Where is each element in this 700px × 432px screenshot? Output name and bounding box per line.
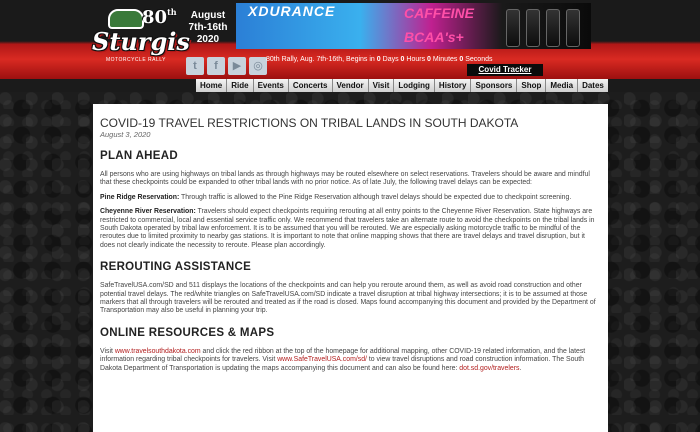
- sturgis-rally-logo[interactable]: [92, 5, 190, 75]
- article-title: COVID-19 TRAVEL RESTRICTIONS ON TRIBAL LANDS IN SOUTH DAKOTA: [100, 116, 519, 130]
- logo-subtitle: MOTORCYCLE RALLY: [105, 57, 167, 63]
- rerouting-paragraph: SafeTravelUSA.com/SD and 511 displays the locations of the checkpoints and can help you reroute around them, as well as avoid road construction and other potential travel delays. The red/white triangles on SafeTravelUSA.com/SD indicate a travel disruption at tribal highway intersections; it is to be assumed at those markers that all through travelers will be rerouted and treated as if the road is closed. Maps found accompanying this document and provided by the Department of Transportation may also be useful in planning your trip.: [100, 282, 596, 315]
- travelsouthdakota-link[interactable]: www.travelsouthdakota.com: [114, 347, 201, 355]
- nav-item-visit[interactable]: Visit: [369, 79, 395, 92]
- nav-item-events[interactable]: Events: [254, 79, 289, 92]
- nav-item-media[interactable]: Media: [546, 79, 578, 92]
- youtube-icon[interactable]: ▶: [228, 57, 246, 75]
- article-date: August 3, 2020: [100, 130, 151, 139]
- product-can-icon: [526, 9, 540, 47]
- site-header: [0, 0, 700, 79]
- rally-dates: August 7th-16th 2020: [188, 10, 228, 45]
- product-can-icon: [506, 9, 520, 47]
- nav-item-concerts[interactable]: Concerts: [289, 79, 333, 92]
- nav-item-lodging[interactable]: Lodging: [394, 79, 435, 92]
- ad-product-cans: [504, 5, 588, 49]
- pine-ridge-label: Pine Ridge Reservation:: [100, 193, 180, 201]
- safetravelusa-link[interactable]: www.SafeTravelUSA.com/sd/: [277, 356, 367, 364]
- nav-item-ride[interactable]: Ride: [227, 79, 253, 92]
- nav-item-vendor[interactable]: Vendor: [333, 79, 369, 92]
- cheyenne-river-label: Cheyenne River Reservation:: [100, 208, 196, 216]
- main-nav: [196, 79, 608, 92]
- section-heading-rerouting: REROUTING ASSISTANCE: [100, 261, 252, 274]
- nav-item-home[interactable]: Home: [196, 79, 227, 92]
- rally-countdown: 80th Rally, Aug. 7th-16th, Begins in 0 Days 0 Hours 0 Minutes 0 Seconds: [266, 56, 493, 63]
- pine-ridge-paragraph: Pine Ridge Reservation: Through traffic is allowed to the Pine Ridge Reservation although travel delays should be expected due to checkpoint screening.: [100, 193, 572, 201]
- section-heading-resources: ONLINE RESOURCES & MAPS: [100, 326, 275, 339]
- sddot-travelers-link[interactable]: dot.sd.gov/travelers: [459, 364, 520, 372]
- logo-wordmark: Sturgis: [92, 27, 190, 56]
- sponsor-ad-banner[interactable]: [236, 3, 591, 49]
- cheyenne-river-paragraph: Cheyenne River Reservation: Travelers should expect checkpoints requiring rerouting at all entry points to the Cheyenne River Reservation. State highways are restricted to commercial, local and essential service traffic only. We recommend that travelers take an alternate route to avoid the checkpoints on the tribal lands in South Dakota operated by tribal law enforcement. It is to be assumed that you will be rerouted. We are especially asking motorcycle traffic to be mindful of the reroutes due to limited proximity to nearby gas stations. It is important to note that online mapping shows that there are travel delays and travel disruption, but it does not clearly indicate the necessity to reroute. Please plan accordingly.: [100, 208, 595, 249]
- product-can-icon: [566, 9, 580, 47]
- section-heading-plan-ahead: PLAN AHEAD: [100, 150, 178, 162]
- instagram-icon[interactable]: ◎: [249, 57, 267, 75]
- twitter-icon[interactable]: t: [186, 57, 204, 75]
- product-can-icon: [546, 9, 560, 47]
- facebook-icon[interactable]: f: [207, 57, 225, 75]
- covid-tracker-button[interactable]: Covid Tracker: [467, 64, 543, 76]
- ad-bcaa-text: BCAA's+: [404, 29, 464, 45]
- nav-item-shop[interactable]: Shop: [517, 79, 546, 92]
- ad-brand-text: XDURANCE: [248, 3, 336, 19]
- ad-caffeine-text: CAFFEINE: [404, 5, 474, 21]
- nav-item-dates[interactable]: Dates: [582, 81, 604, 90]
- article-panel: [93, 104, 608, 432]
- plan-ahead-intro: All persons who are using highways on tribal lands as through highways may be routed elsewhere on select reservations. Travelers should be aware and mindful that these checkpoints could be expanded to other tribal lands with no prior notice. As of late July, the following travel delays can be expected:: [100, 171, 590, 187]
- social-links: [186, 57, 267, 75]
- nav-item-history[interactable]: History: [435, 79, 472, 92]
- logo-anniversary-number: 80th: [142, 7, 177, 28]
- resources-paragraph: Visit www.travelsouthdakota.com and click the red ribbon at the top of the homepage for additional mapping, other COVID-19 related information, and the latest information regarding tribal checkpoints for travelers. Visit www.SafeTravelUSA.com/sd/ to view travel disruptions and road construction information. The South Dakota Department of Transportation is updating the maps accompanying this document and can also be found here: dot.sd.gov/travelers.: [100, 347, 586, 372]
- motorcycle-emblem-icon: [108, 9, 144, 29]
- nav-item-sponsors[interactable]: Sponsors: [471, 79, 517, 92]
